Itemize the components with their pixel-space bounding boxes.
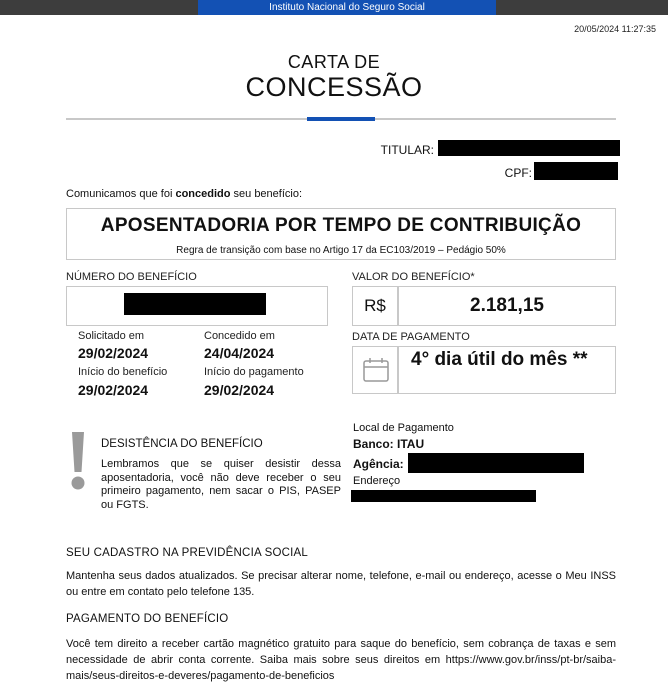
- cadastro-text: Mantenha seus dados atualizados. Se precisar alterar nome, telefone, e-mail ou endereço, acesse o Meu INSS ou entre em contato pelo telefone 135.: [66, 570, 616, 598]
- agency-banner: Instituto Nacional do Seguro Social: [198, 0, 496, 15]
- desistencia-title: DESISTÊNCIA DO BENEFÍCIO: [101, 438, 263, 450]
- intro-prefix: Comunicamos que foi: [66, 188, 176, 200]
- intro-suffix: seu benefício:: [230, 188, 303, 200]
- inicio-beneficio-value: 29/02/2024: [78, 382, 149, 398]
- address-label: Endereço: [353, 475, 401, 487]
- payment-date-box: [398, 346, 616, 394]
- title-line-1: CARTA DE: [287, 52, 381, 72]
- pagamento-text: Você tem direito a receber cartão magnético gratuito para saque do benefício, sem cobrança de taxas e sem necessidade de abrir conta corrente. Saiba mais sobre seus direitos em https://www.gov.br/inss/pt-br/saiba-mais/seus-direitos-e-deveres/pagamento-de-beneficios: [66, 638, 616, 682]
- cpf-redacted: [534, 162, 618, 180]
- desistencia-body: Lembramos que se quiser desistir dessa aposentadoria, você não deve receber o seu primeiro pagamento, nem sacar o PIS, PASEP ou FGTS.: [101, 458, 341, 511]
- benefit-amount: 2.181,15: [398, 286, 616, 326]
- title-divider-accent: [307, 117, 375, 121]
- benefit-rule: Regra de transição com base no Artigo 17 da EC103/2019 – Pedágio 50%: [176, 245, 506, 256]
- inicio-pagamento-value: 29/02/2024: [204, 382, 275, 398]
- intro-text: [66, 188, 302, 200]
- concedido-value: 24/04/2024: [204, 345, 275, 361]
- calendar-icon: [362, 356, 390, 389]
- timestamp: 20/05/2024 11:27:35: [574, 24, 656, 34]
- exclamation-icon: [68, 432, 88, 492]
- valor-label: VALOR DO BENEFÍCIO*: [352, 271, 475, 283]
- benefit-number-label: NÚMERO DO BENEFÍCIO: [66, 271, 197, 283]
- payment-place-label: Local de Pagamento: [353, 422, 454, 434]
- pagamento-heading: PAGAMENTO DO BENEFÍCIO: [66, 613, 229, 625]
- solicitado-value: 29/02/2024: [78, 345, 149, 361]
- intro-bold: concedido: [175, 188, 231, 200]
- concedido-label: Concedido em: [204, 330, 275, 342]
- benefit-number-redacted: [124, 293, 266, 315]
- agency-label: Agência:: [353, 457, 404, 471]
- benefit-name: APOSENTADORIA POR TEMPO DE CONTRIBUIÇÃO: [100, 215, 582, 236]
- inicio-beneficio-label: Início do benefício: [78, 366, 168, 378]
- titular-label: TITULAR:: [380, 143, 434, 157]
- cadastro-heading: SEU CADASTRO NA PREVIDÊNCIA SOCIAL: [66, 547, 308, 559]
- address-redacted: [351, 490, 536, 502]
- solicitado-label: Solicitado em: [78, 330, 145, 342]
- title-line-2: CONCESSÃO: [245, 72, 423, 102]
- agency-redacted: [408, 453, 584, 473]
- titular-redacted: [438, 140, 620, 156]
- currency-label: R$: [352, 286, 398, 326]
- bank-name: Banco: ITAU: [353, 437, 425, 451]
- payment-date-value: 4° dia útil do mês **: [411, 349, 588, 370]
- payment-date-label: DATA DE PAGAMENTO: [352, 331, 470, 343]
- benefit-box: [66, 208, 616, 260]
- cpf-label: CPF:: [504, 166, 532, 180]
- inicio-pagamento-label: Início do pagamento: [204, 366, 304, 378]
- calendar-box: [352, 346, 398, 394]
